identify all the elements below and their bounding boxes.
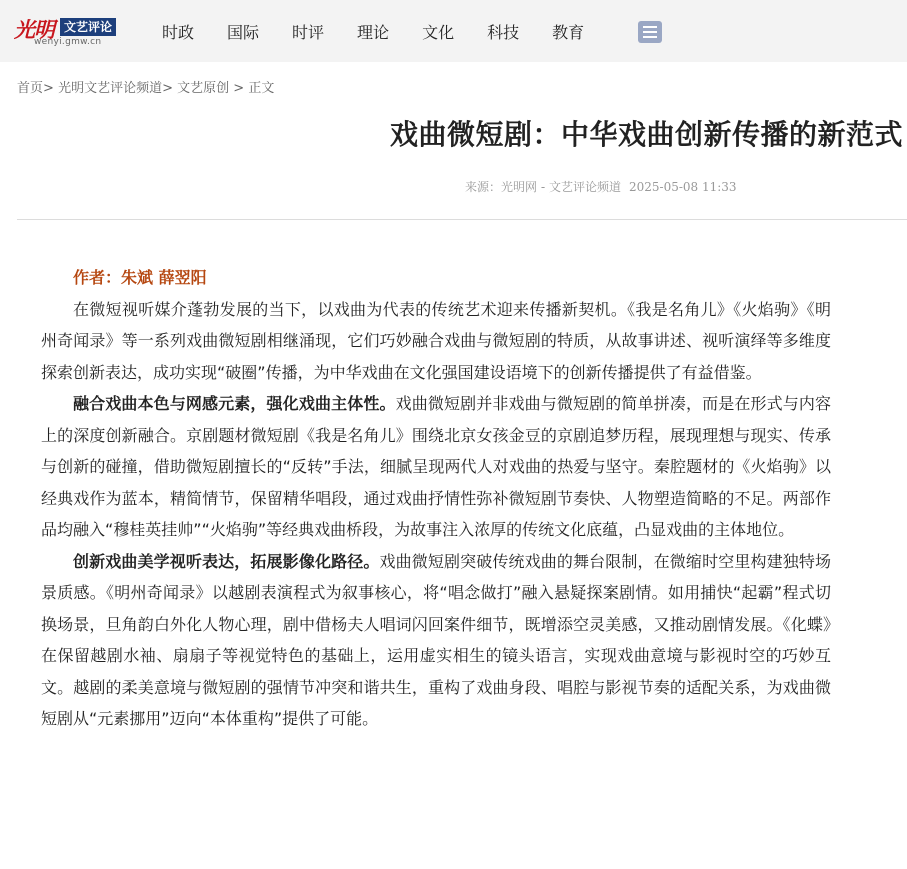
nav-item-technology[interactable]: 科技 (487, 22, 520, 42)
logo-channel-tag: 文艺评论 (60, 18, 116, 36)
article-paragraph (41, 388, 831, 546)
paragraph-text: 戏曲微短剧并非戏曲与微短剧的简单拼凑，而是在形式与内容上的深度创新融合。京剧题材微短剧《我是名角儿》围绕北京女孩金豆的京剧追梦历程，展现理想与现实、传承与创新的碰撞，借助微短剧擅长的“反转”手法，细腻呈现两代人对戏曲的热爱与坚守。秦腔题材的《火焰驹》以经典戏作为蓝本，精简情节，保留精华唱段，通过戏曲抒情性弥补微短剧节奏快、人物塑造简略的不足。两部作品均融入“穆桂英挂帅”“火焰驹”等经典戏曲桥段，为故事注入浓厚的传统文化底蕴，凸显戏曲的主体地位。 (41, 394, 831, 539)
article-title: 戏曲微短剧：中华戏曲创新传播的新范式 (389, 118, 903, 151)
breadcrumb-current: 正文 (248, 81, 275, 96)
logo-brand-text: 光明 (14, 17, 54, 42)
nav-item-politics[interactable]: 时政 (162, 22, 195, 42)
breadcrumb-separator: > (233, 81, 245, 96)
nav-item-commentary[interactable]: 时评 (292, 22, 325, 42)
article-body (41, 262, 831, 735)
paragraph-text: 戏曲微短剧突破传统戏曲的舞台限制，在微缩时空里构建独特场景质感。《明州奇闻录》以越剧表演程式为叙事核心，将“唱念做打”融入悬疑探案剧情。如用捕快“起霸”程式切换场景，旦角韵白外化人物心理，剧中借杨夫人唱词闪回案件细节，既增添空灵美感，又推动剧情发展。《化蝶》在保留越剧水袖、扇扇子等视觉特色的基础上，运用虚实相生的镜头语言，实现戏曲意境与影视时空的巧妙互文。越剧的柔美意境与微短剧的强情节冲突和谐共生，重构了戏曲身段、唱腔与影视节奏的适配关系，为戏曲微短剧从“元素挪用”迈向“本体重构”提供了可能。 (41, 551, 831, 728)
paragraph-lead-heading: 创新戏曲美学视听表达，拓展影像化路径。 (73, 551, 380, 571)
article-paragraph (41, 262, 831, 294)
top-navigation-bar (0, 0, 907, 62)
article-source[interactable]: 来源：光明网 - 文艺评论频道 (465, 180, 621, 194)
breadcrumb-separator: > (162, 81, 173, 96)
nav-item-culture[interactable]: 文化 (422, 22, 455, 42)
article-paragraph (41, 546, 831, 735)
logo-url: wenyi.gmw.cn (34, 37, 102, 47)
article-date: 2025-05-08 11:33 (628, 180, 737, 194)
article-meta (465, 178, 737, 195)
breadcrumb-channel[interactable]: 光明文艺评论频道 (58, 81, 163, 96)
breadcrumb (17, 77, 274, 96)
hamburger-menu-icon[interactable] (638, 21, 662, 43)
main-nav (162, 0, 617, 62)
breadcrumb-separator: > (43, 81, 54, 96)
article-paragraph: 在微短视听媒介蓬勃发展的当下，以戏曲为代表的传统艺术迎来传播新契机。《我是名角儿》《火焰驹》《明州奇闻录》等一系列戏曲微短剧相继涌现，它们巧妙融合戏曲与微短剧的特质，从故事讲述、视听演绎等多维度探索创新表达，成功实现“破圈”传播，为中华戏曲在文化强国建设语境下的创新传播提供了有益借鉴。 (41, 299, 831, 382)
title-divider (17, 219, 907, 220)
breadcrumb-section[interactable]: 文艺原创 (177, 81, 230, 96)
site-logo[interactable] (14, 14, 124, 48)
paragraph-lead-heading: 融合戏曲本色与网感元素，强化戏曲主体性。 (73, 394, 396, 413)
nav-item-education[interactable]: 教育 (552, 22, 585, 42)
nav-item-theory[interactable]: 理论 (357, 22, 390, 42)
breadcrumb-home[interactable]: 首页 (17, 81, 44, 96)
nav-item-international[interactable]: 国际 (227, 22, 260, 42)
article-author: 作者：朱斌 薛翌阳 (73, 268, 207, 287)
